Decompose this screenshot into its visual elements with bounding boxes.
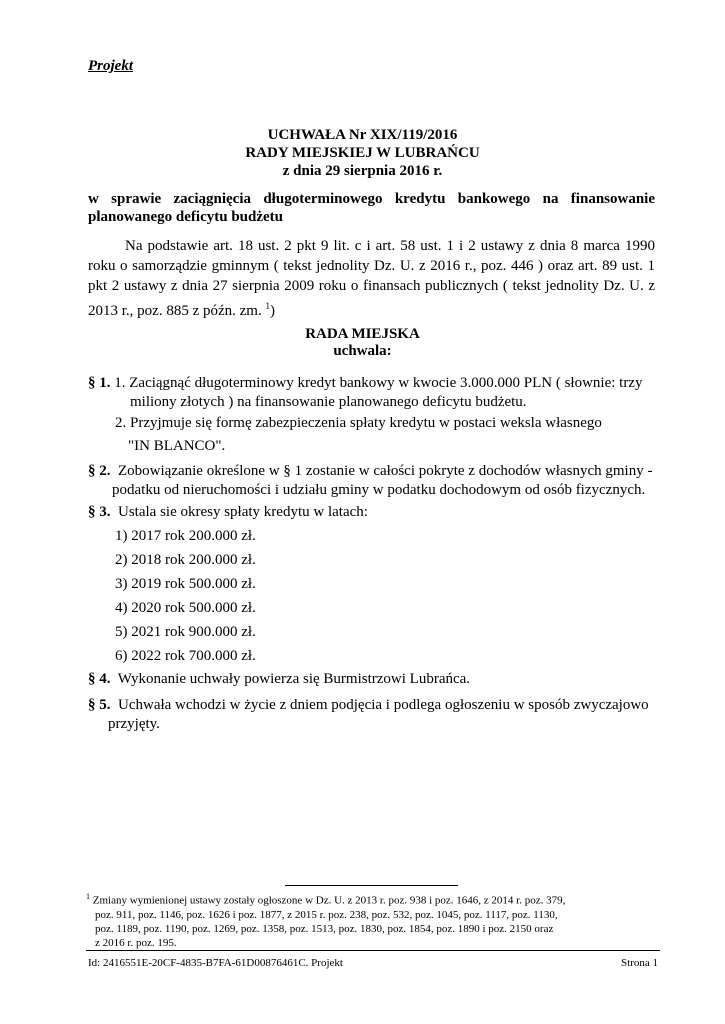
section-1-point-2-cont: "IN BLANCO".	[128, 438, 226, 454]
council-name: RADY MIEJSKIEJ W LUBRAŃCU	[245, 145, 480, 161]
footnote-separator	[285, 885, 458, 886]
resolution-date: z dnia 29 sierpnia 2016 r.	[282, 163, 443, 179]
section-5-text: Uchwała wchodzi w życie z dniem podjęcia i podlega ogłoszeniu w sposób zwyczajowo	[118, 697, 649, 713]
section-4-text: Wykonanie uchwały powierza się Burmistrzowi Lubrańca.	[117, 671, 471, 687]
section-2-text: Zobowiązanie określone w § 1 zostanie w całości pokryte z dochodów własnych gminy -	[118, 463, 653, 479]
resolution-subject: w sprawie zaciągnięcia długoterminowego kredytu bankowego na finansowanie planowanego deficytu budżetu	[88, 191, 655, 225]
footnote-line-1	[86, 890, 626, 908]
section-4	[88, 670, 470, 689]
repayment-item: 6) 2022 rok 700.000 zł.	[115, 648, 256, 664]
section-3-text: Ustala sie okresy spłaty kredytu w latach:	[118, 504, 368, 520]
section-1-line-2: miliony złotych ) na finansowanie planowanego deficytu budżetu.	[130, 394, 527, 410]
footnote-line-3: poz. 1189, poz. 1190, poz. 1269, poz. 1358, poz. 1513, poz. 1830, poz. 1854, poz. 1890 i poz. 2150 oraz	[95, 922, 554, 935]
section-5-line-2: przyjęty.	[108, 716, 160, 732]
footnote-reference: 1	[265, 301, 270, 311]
section-2-mark: § 2.	[88, 463, 111, 479]
section-2-line-2: podatku od nieruchomości i udziału gminy w podatku dochodowym od osób fizycznych.	[112, 482, 646, 498]
section-1-point-1: 1. Zaciągnąć długoterminowy kredyt bankowy w kwocie 3.000.000 PLN ( słownie: trzy	[114, 375, 643, 391]
footer-rule	[86, 950, 660, 951]
legal-basis-text: Na podstawie art. 18 ust. 2 pkt 9 lit. c i art. 58 ust. 1 i 2 ustawy z dnia 8 marca 1990 roku o samorządzie gminnym ( tekst jednolity Dz. U. z 2016 r., poz. 446 ) oraz art. 89 ust. 1 pkt 2 ustawy z dnia 27 sierpnia 2009 roku o finansach publicznych ( tekst jednolity Dz. U. z 2013 r., poz. 885 z późn. zm.	[88, 238, 655, 319]
section-1-line-1	[88, 374, 642, 393]
repayment-item: 5) 2021 rok 900.000 zł.	[115, 624, 256, 640]
council-decides: uchwala:	[333, 343, 392, 359]
legal-basis-paragraph	[88, 236, 655, 321]
page-number: Strona 1	[621, 957, 658, 969]
repayment-item: 1) 2017 rok 200.000 zł.	[115, 528, 256, 544]
footnote-line-2: poz. 911, poz. 1146, poz. 1626 i poz. 1877, z 2015 r. poz. 238, poz. 532, poz. 1045, poz. 1117, poz. 1130,	[95, 908, 558, 921]
footnote	[86, 890, 626, 950]
section-2-line-1	[88, 462, 652, 481]
section-5-line-1	[88, 696, 649, 715]
resolution-number: UCHWAŁA Nr XIX/119/2016	[267, 127, 458, 143]
section-4-mark: § 4.	[88, 671, 111, 687]
repayment-item: 4) 2020 rok 500.000 zł.	[115, 600, 256, 616]
council-heading: RADA MIEJSKA	[305, 326, 420, 342]
footnote-marker: 1	[86, 892, 90, 901]
draft-label: Projekt	[88, 58, 133, 74]
legal-basis-closing: )	[269, 303, 275, 319]
section-3-mark: § 3.	[88, 504, 111, 520]
section-1-mark: § 1.	[88, 375, 111, 391]
repayment-item: 3) 2019 rok 500.000 zł.	[115, 576, 256, 592]
footnote-text-1: Zmiany wymienionej ustawy zostały ogłoszone w Dz. U. z 2013 r. poz. 938 i poz. 1646, z 2014 r. poz. 379,	[92, 894, 566, 907]
section-5-mark: § 5.	[88, 697, 111, 713]
section-1-point-2: 2. Przyjmuje się formę zabezpieczenia spłaty kredytu w postaci weksla własnego	[115, 415, 602, 431]
section-3-intro	[88, 503, 368, 522]
footnote-line-4: z 2016 r. poz. 195.	[95, 936, 177, 949]
document-id: Id: 2416551E-20CF-4835-B7FA-61D00876461C. Projekt	[88, 957, 343, 969]
repayment-item: 2) 2018 rok 200.000 zł.	[115, 552, 256, 568]
